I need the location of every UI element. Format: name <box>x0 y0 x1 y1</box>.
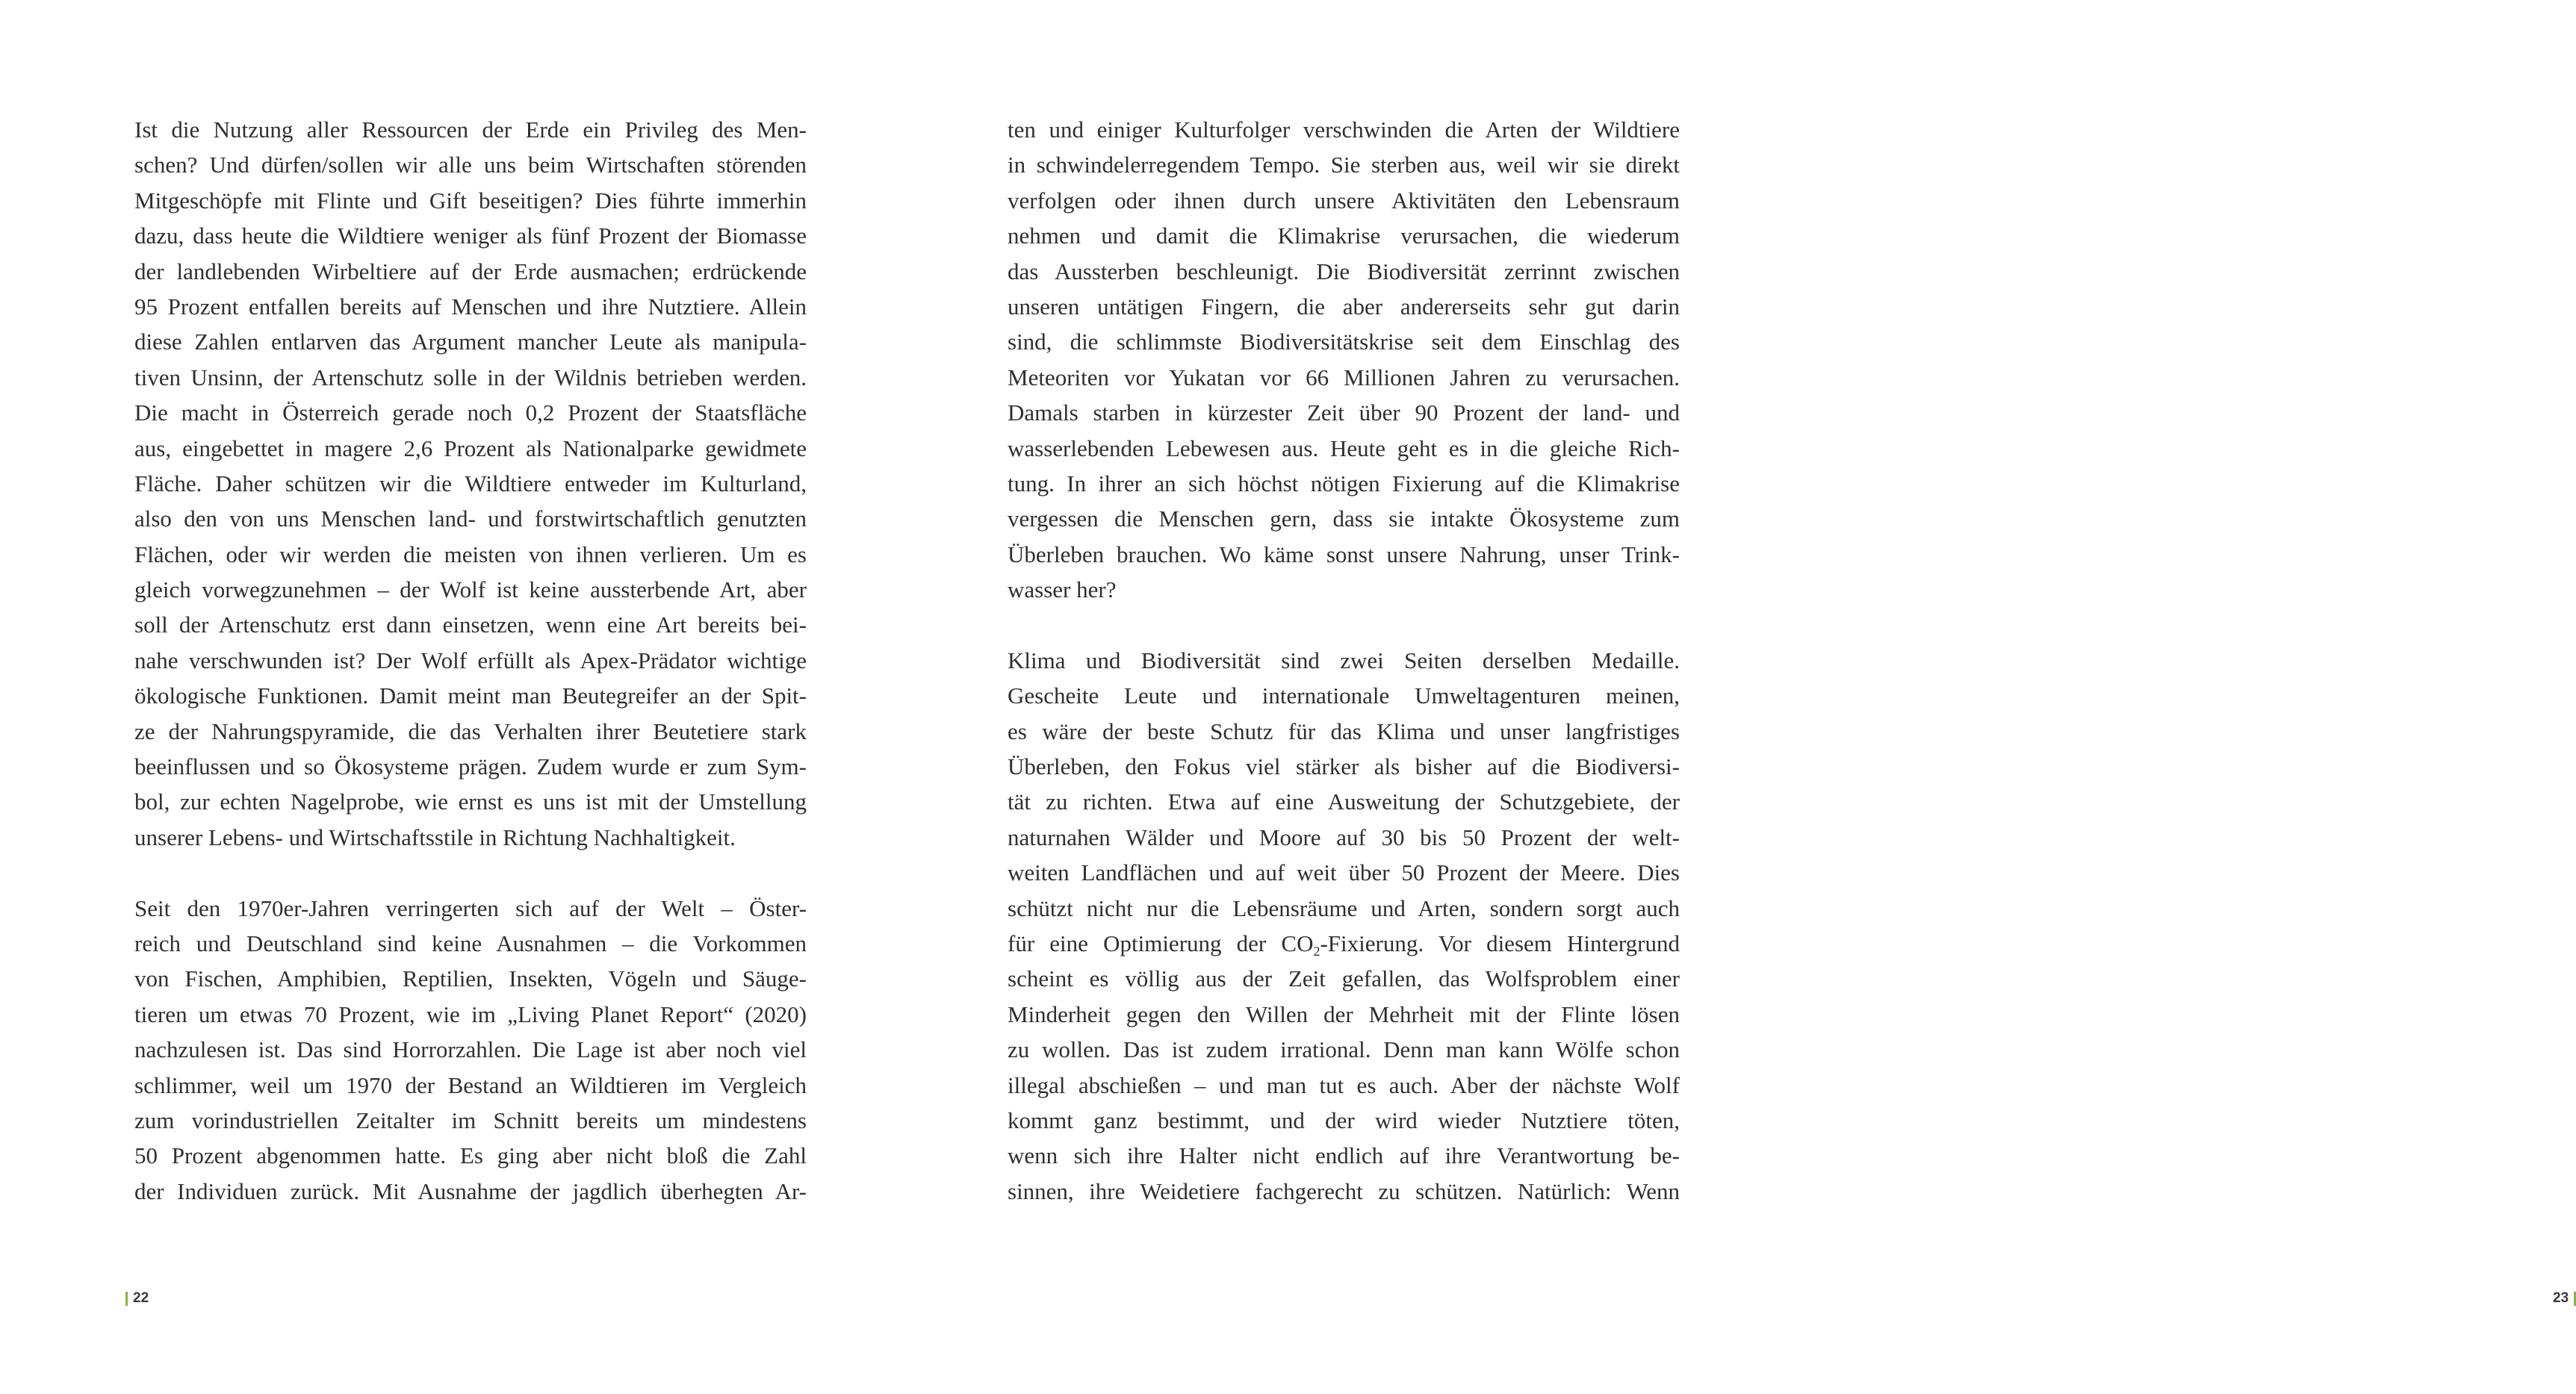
text-line: unseren untätigen Fingern, die aber andererseits sehr gut darin <box>1008 293 1680 320</box>
text-line: Klima und Biodiversität sind zwei Seiten derselben Medaille. <box>1008 647 1680 673</box>
text-line: der landlebenden Wirbeltiere auf der Erde ausmachen; erdrückende <box>134 258 807 284</box>
text-line: sind, die schlimmste Biodiversitätskrise seit dem Einschlag des <box>1008 329 1680 355</box>
text-line: nehmen und damit die Klimakrise verursachen, die wiederum <box>1008 223 1680 249</box>
right-page <box>896 0 2569 1394</box>
left-page <box>0 0 896 1394</box>
text-line: Meteoriten vor Yukatan vor 66 Millionen Jahren zu verursachen. <box>1008 364 1680 390</box>
page-number: 22 <box>133 1290 149 1306</box>
text-line: ökologische Funktionen. Damit meint man Beutegreifer an der Spit- <box>134 682 807 709</box>
text-line: zu wollen. Das ist zudem irrational. Denn man kann Wölfe schon <box>1008 1036 1680 1063</box>
text-line: 95 Prozent entfallen bereits auf Menschen und ihre Nutztiere. Allein <box>134 293 807 320</box>
text-line: von Fischen, Amphibien, Reptilien, Insekten, Vögeln und Säuge- <box>134 965 807 992</box>
text-line: beeinflussen und so Ökosysteme prägen. Zudem wurde er zum Sym- <box>134 753 807 780</box>
text-line: gleich vorwegzunehmen – der Wolf ist keine aussterbende Art, aber <box>134 576 807 603</box>
text-line-co2 <box>1008 926 1680 961</box>
text-line: scheint es völlig aus der Zeit gefallen, das Wolfsproblem einer <box>1008 965 1680 992</box>
text-line: diese Zahlen entlarven das Argument mancher Leute als manipula- <box>134 329 807 355</box>
text-line: verfolgen oder ihnen durch unsere Aktivitäten den Lebensraum <box>1008 187 1680 214</box>
paragraph <box>1008 112 1680 607</box>
text-line: sinnen, ihre Weidetiere fachgerecht zu schützen. Natürlich: Wenn <box>1008 1177 1680 1204</box>
text-line: nachzulesen ist. Das sind Horrorzahlen. Die Lage ist aber noch viel <box>134 1036 807 1063</box>
paragraph <box>134 891 807 1210</box>
paragraph <box>134 112 807 855</box>
text-line: unserer Lebens- und Wirtschaftsstile in Richtung Nachhaltigkeit. <box>134 824 736 850</box>
text-line: schützt nicht nur die Lebensräume und Arten, sondern sorgt auch <box>1008 894 1680 921</box>
text-line: Überleben brauchen. Wo käme sonst unsere Nahrung, unser Trink- <box>1008 541 1680 567</box>
text-line: bol, zur echten Nagelprobe, wie ernst es uns ist mit der Umstellung <box>134 788 807 815</box>
text-line: es wäre der beste Schutz für das Klima und unser langfristiges <box>1008 718 1680 744</box>
text-line: illegal abschießen – und man tut es auch. Aber der nächste Wolf <box>1008 1071 1680 1098</box>
paragraph <box>1008 643 1680 1209</box>
text-line: tät zu richten. Etwa auf eine Ausweitung der Schutzgebiete, der <box>1008 788 1680 815</box>
paragraph-gap <box>1008 607 1680 642</box>
text-line: vergessen die Menschen gern, dass sie intakte Ökosysteme zum <box>1008 505 1680 532</box>
text-line: ze der Nahrungspyramide, die das Verhalten ihrer Beutetiere stark <box>134 718 807 744</box>
text-line: weiten Landflächen und auf weit über 50 Prozent der Meere. Dies <box>1008 859 1680 886</box>
left-page-body <box>134 112 807 1209</box>
text-line: tieren um etwas 70 Prozent, wie im „Living Planet Report“ (2020) <box>134 1001 807 1027</box>
text-line: tung. In ihrer an sich höchst nötigen Fixierung auf die Klimakrise <box>1008 470 1680 497</box>
text-line: schen? Und dürfen/sollen wir alle uns beim Wirtschaften störenden <box>134 152 807 178</box>
text-line: Minderheit gegen den Willen der Mehrheit mit der Flinte lösen <box>1008 1001 1680 1027</box>
text-line: Überleben, den Fokus viel stärker als bisher auf die Biodiversi- <box>1008 753 1680 780</box>
text-line: Ist die Nutzung aller Ressourcen der Erde ein Privileg des Men- <box>134 116 807 143</box>
co2-text-after: -Fixierung. Vor diesem Hintergrund <box>1320 930 1680 956</box>
co2-text-before: für eine Optimierung der CO <box>1008 930 1314 956</box>
text-line: Mitgeschöpfe mit Flinte und Gift beseitigen? Dies führte immerhin <box>134 187 807 214</box>
text-line: reich und Deutschland sind keine Ausnahmen – die Vorkommen <box>134 930 807 956</box>
text-line: nahe verschwunden ist? Der Wolf erfüllt als Apex-Prädator wichtige <box>134 647 807 673</box>
text-line: wasser her? <box>1008 576 1117 603</box>
text-line: das Aussterben beschleunigt. Die Biodiversität zerrinnt zwischen <box>1008 258 1680 284</box>
text-line: 50 Prozent abgenommen hatte. Es ging aber nicht bloß die Zahl <box>134 1142 807 1169</box>
text-line: tiven Unsinn, der Artenschutz solle in der Wildnis betrieben werden. <box>134 364 807 390</box>
text-line: wasserlebenden Lebewesen aus. Heute geht es in die gleiche Rich- <box>1008 435 1680 461</box>
page-number-right <box>2553 1290 2576 1307</box>
text-line: Flächen, oder wir werden die meisten von ihnen verlieren. Um es <box>134 541 807 567</box>
text-line: ten und einiger Kulturfolger verschwinden die Arten der Wildtiere <box>1008 116 1680 143</box>
text-line: in schwindelerregendem Tempo. Sie sterben aus, weil wir sie direkt <box>1008 152 1680 178</box>
text-line: naturnahen Wälder und Moore auf 30 bis 50 Prozent der welt- <box>1008 824 1680 850</box>
text-line: zum vorindustriellen Zeitalter im Schnitt bereits um mindestens <box>134 1107 807 1133</box>
co2-subscript: 2 <box>1313 943 1320 959</box>
text-line: Seit den 1970er-Jahren verringerten sich auf der Welt – Öster- <box>134 894 807 921</box>
page-number: 23 <box>2553 1290 2569 1306</box>
text-line: Gescheite Leute und internationale Umweltagenturen meinen, <box>1008 682 1680 709</box>
paragraph-gap <box>134 855 807 890</box>
right-page-body <box>1008 112 1680 1209</box>
text-line: Fläche. Daher schützen wir die Wildtiere entweder im Kulturland, <box>134 470 807 497</box>
text-line: schlimmer, weil um 1970 der Bestand an Wildtieren im Vergleich <box>134 1071 807 1098</box>
text-line: der Individuen zurück. Mit Ausnahme der jagdlich überhegten Ar- <box>134 1177 807 1204</box>
text-line: also den von uns Menschen land- und forstwirtschaftlich genutzten <box>134 505 807 532</box>
text-line: Damals starben in kürzester Zeit über 90 Prozent der land- und <box>1008 399 1680 426</box>
text-line: aus, eingebettet in magere 2,6 Prozent als Nationalparke gewidmete <box>134 435 807 461</box>
text-line: wenn sich ihre Halter nicht endlich auf ihre Verantwortung be- <box>1008 1142 1680 1169</box>
folio-bar-mark <box>125 1292 128 1306</box>
text-line: Die macht in Österreich gerade noch 0,2 Prozent der Staatsfläche <box>134 399 807 426</box>
text-line: soll der Artenschutz erst dann einsetzen, wenn eine Art bereits bei- <box>134 612 807 638</box>
text-line: dazu, dass heute die Wildtiere weniger als fünf Prozent der Biomasse <box>134 223 807 249</box>
page-number-left <box>125 1290 149 1307</box>
text-line: kommt ganz bestimmt, und der wird wieder Nutztiere töten, <box>1008 1107 1680 1133</box>
